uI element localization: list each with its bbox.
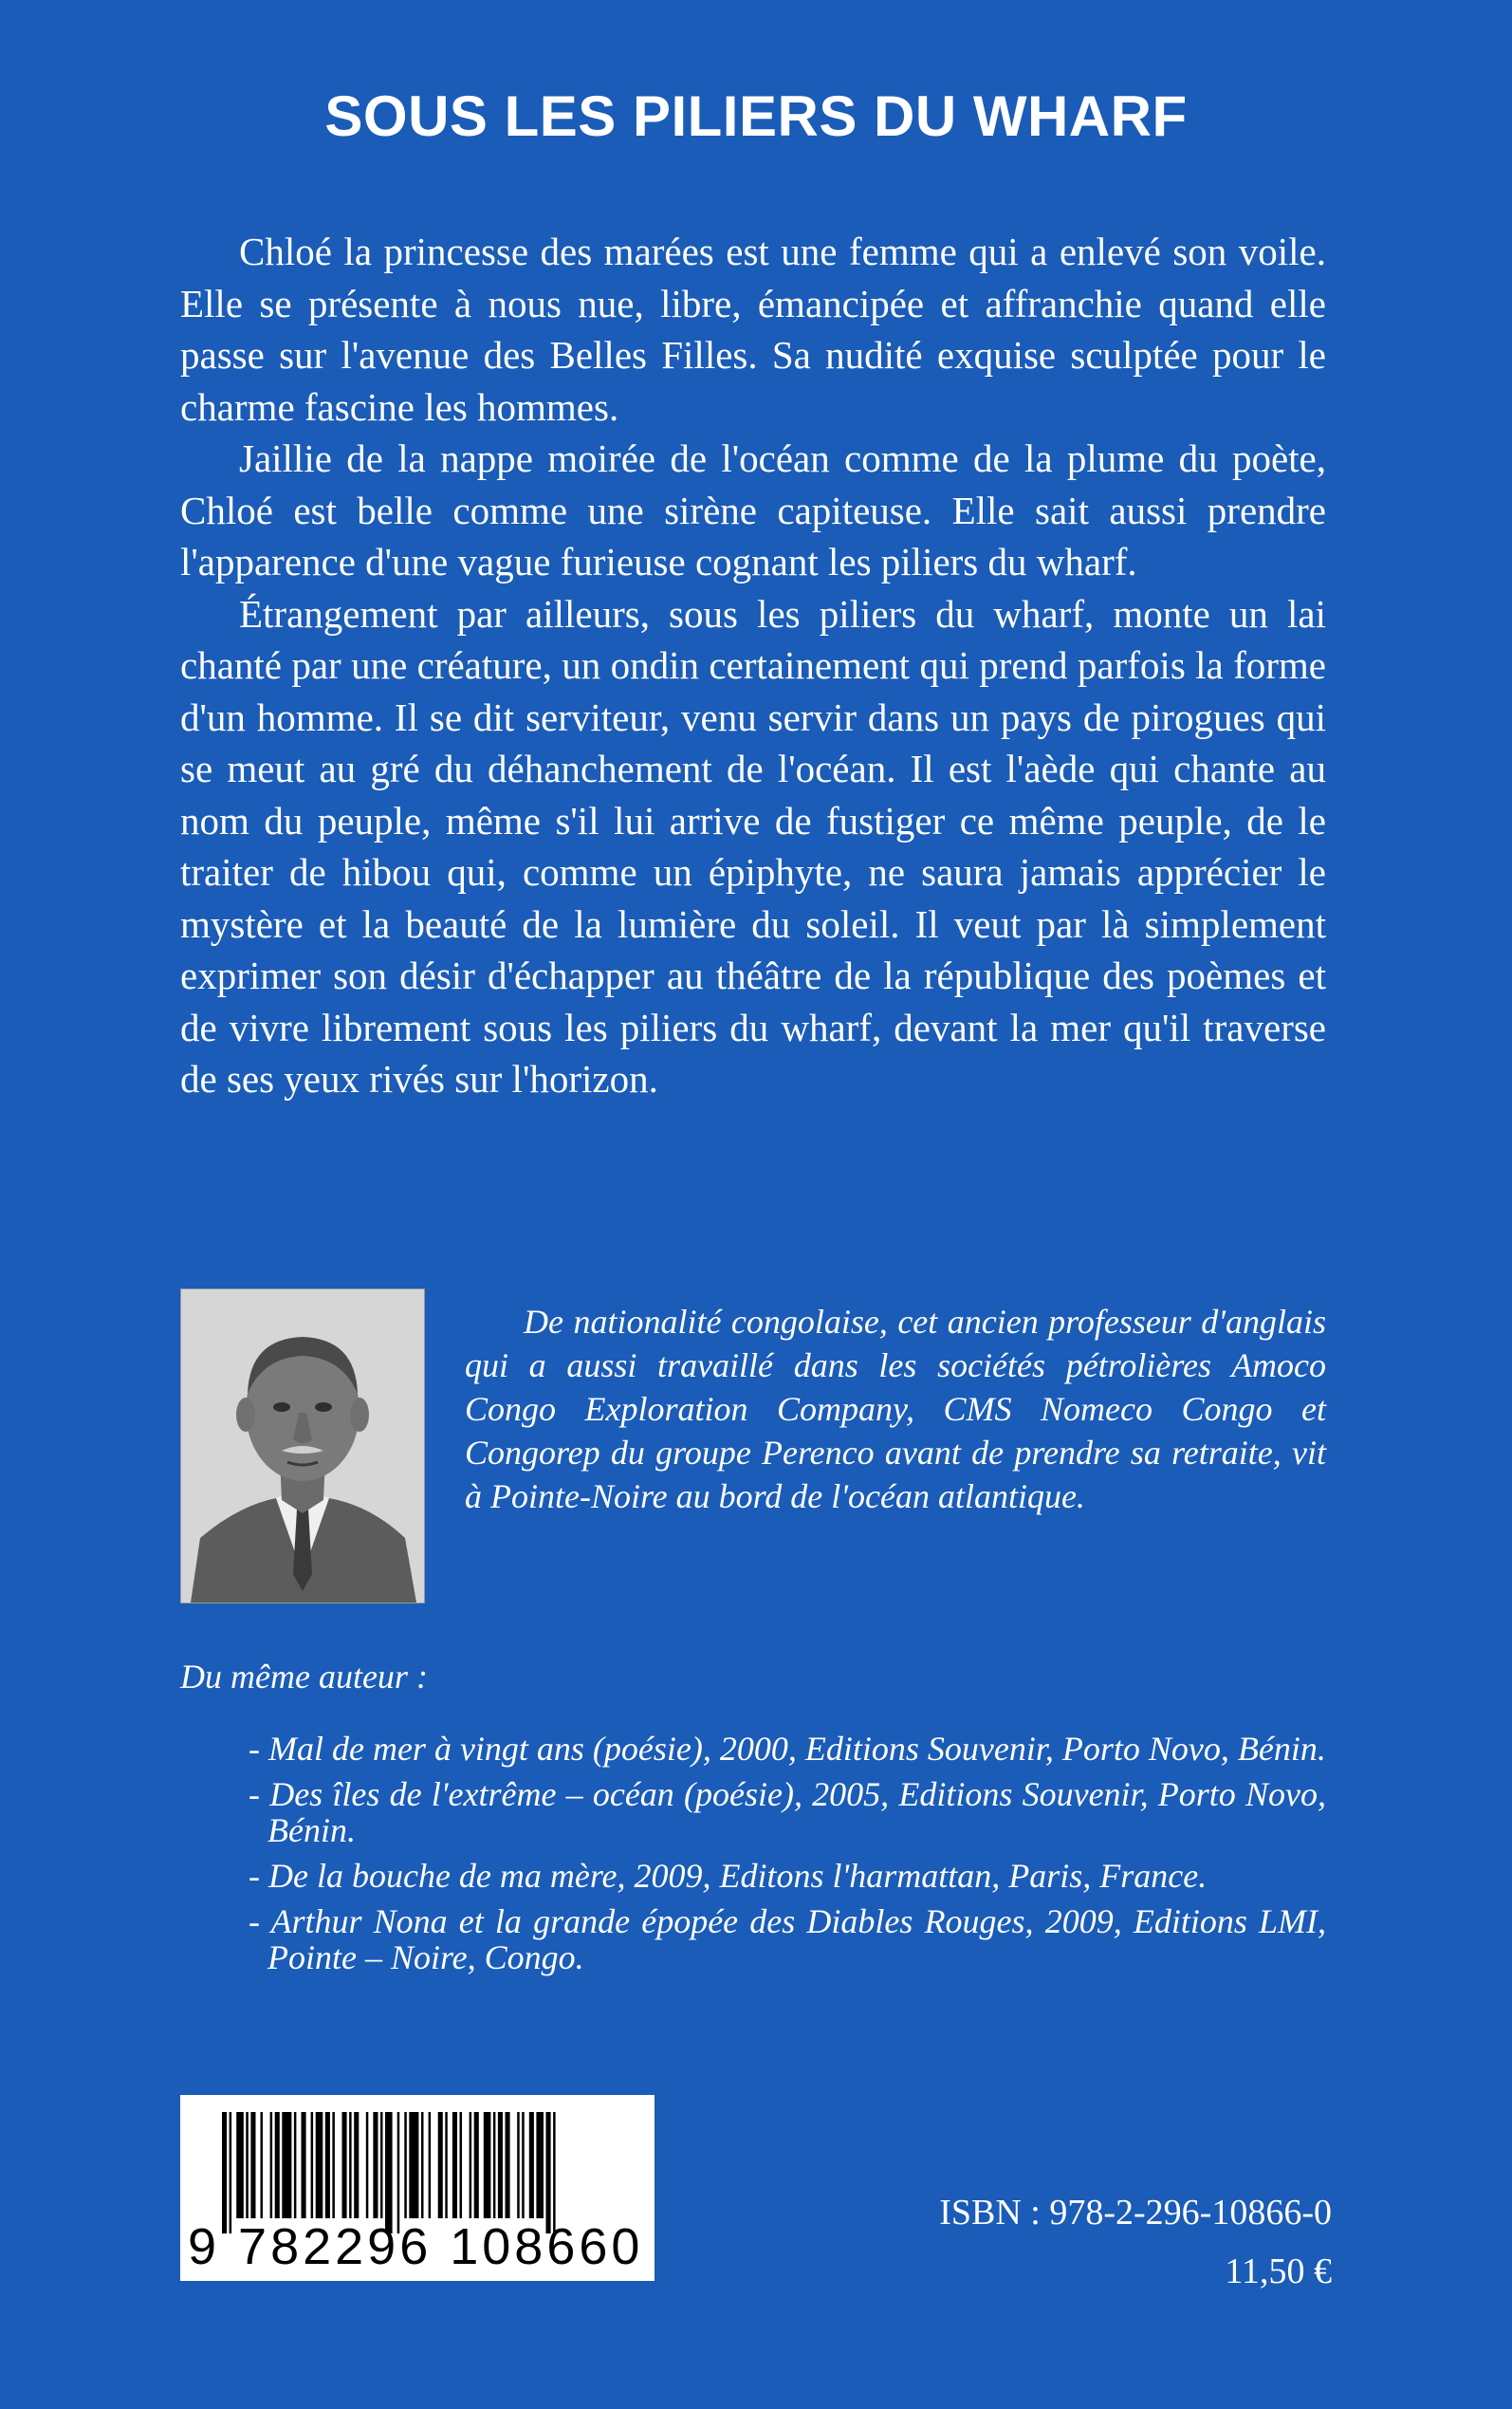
barcode-bar [270,2112,273,2218]
same-author-works-list [249,1731,1326,1985]
barcode-bar [366,2112,369,2218]
barcode-bar [349,2112,352,2218]
barcode-bar [460,2112,463,2218]
book-title: SOUS LES PILIERS DU WHARF [324,84,1188,148]
barcode-bar [474,2112,479,2218]
barcode-bar [553,2112,556,2233]
barcode-bar [250,2112,255,2218]
author-bio: De nationalité congolaise, cet ancien professeur d'anglais qui a aussi travaillé dans les sociétés pétrolières Amoco Congo Exploration Company, CMS Nomeco Congo et Congorep du groupe Perenco avant de prendre sa retraite, vit à Pointe-Noire au bord de l'océan atlantique. [465,1303,1326,1515]
barcode-bar [536,2112,544,2218]
barcode-bar [332,2112,335,2218]
barcode-bar [498,2112,503,2218]
author-photo [180,1288,425,1603]
barcode-bar [302,2112,306,2218]
barcode-bar [493,2112,496,2218]
barcode-bar [236,2112,244,2218]
barcode-bar [373,2112,378,2218]
isbn: ISBN : 978-2-296-10866-0 [939,2193,1332,2233]
barcode-bar [246,2112,249,2218]
barcode-bar [397,2112,400,2233]
blurb-paragraph: Étrangement par ailleurs, sous les piliers du wharf, monte un lai chanté par une créature, un ondin certainement qui prend parfois la forme d'un homme. Il se dit serviteur, venu servir dans un pays de pirogues qui se meut au gré du déhanchement de l'océan. Il est l'aède qui chante au nom du peuple, même s'il lui arrive de fustiger ce même peuple, de le traiter de hibou qui, comme un épiphyte, ne saura jamais apprécier le mystère et la beauté de la lumière du soleil. Il veut par là simplement exprimer son désir d'échapper au théâtre de la république des poèmes et de vivre librement sous les piliers du wharf, devant la mer qu'il traverse de ses yeux rivés sur l'horizon. [180,591,1326,1101]
barcode-digits: 9 782296 108660 [188,2218,644,2275]
blurb-paragraph: Chloé la princesse des marées est une femme qui a enlevé son voile. Elle se présente à nous nue, libre, émancipée et affranchie quand elle passe sur l'avenue des Belles Filles. Sa nudité exquise sculptée pour le charme fascine les hommes. [180,230,1326,429]
barcode-bar [452,2112,457,2218]
barcode-bar [429,2112,432,2218]
author-portrait-icon [181,1289,424,1603]
barcode-bar [506,2112,510,2218]
same-author-heading: Du même auteur : [180,1658,428,1696]
barcode-bar [282,2112,291,2218]
list-item: - Des îles de l'extrême – océan (poésie), 2005, Editions Souvenir, Porto Novo, Bénin. [249,1775,1326,1849]
barcode-bar [385,2112,393,2233]
barcode-bar [470,2112,472,2218]
barcode-bar [261,2112,264,2218]
back-cover-blurb [180,226,1326,1105]
barcode-bar [546,2112,551,2233]
barcode-bar [342,2112,347,2218]
barcode-bar [275,2112,280,2218]
barcode-bar [404,2112,407,2218]
barcode-bar [294,2112,297,2218]
list-item: - Arthur Nona et la grande épopée des Diables Rouges, 2009, Editions LMI, Pointe – Noire, Congo. [249,1902,1326,1976]
barcode-bar [325,2112,330,2218]
barcode-bar [421,2112,424,2218]
list-item: - Mal de mer à vingt ans (poésie), 2000, Editions Souvenir, Porto Novo, Bénin. [249,1730,1326,1768]
barcode-bar [484,2112,491,2218]
barcode-bar [222,2112,227,2233]
barcode-bar [438,2112,443,2218]
barcode-bar [230,2112,232,2233]
barcode-bar [316,2112,323,2218]
blurb-paragraph: Jaillie de la nappe moirée de l'océan comme de la plume du poète, Chloé est belle comme une sirène capiteuse. Elle sait aussi prendre l'apparence d'une vague furieuse cognant les piliers du wharf. [180,436,1326,584]
price: 11,50 € [1225,2251,1332,2291]
barcode [180,2095,655,2281]
barcode-bar [409,2112,418,2218]
barcode-bars-icon [222,2112,613,2233]
barcode-bar [445,2112,448,2218]
list-item: - De la bouche de ma mère, 2009, Editons l'harmattan, Paris, France. [249,1857,1208,1895]
barcode-bar [380,2112,383,2218]
barcode-bar [311,2112,314,2218]
barcode-bar [529,2112,534,2218]
barcode-bar [354,2112,359,2218]
barcode-bar [522,2112,525,2218]
barcode-bar [517,2112,520,2218]
